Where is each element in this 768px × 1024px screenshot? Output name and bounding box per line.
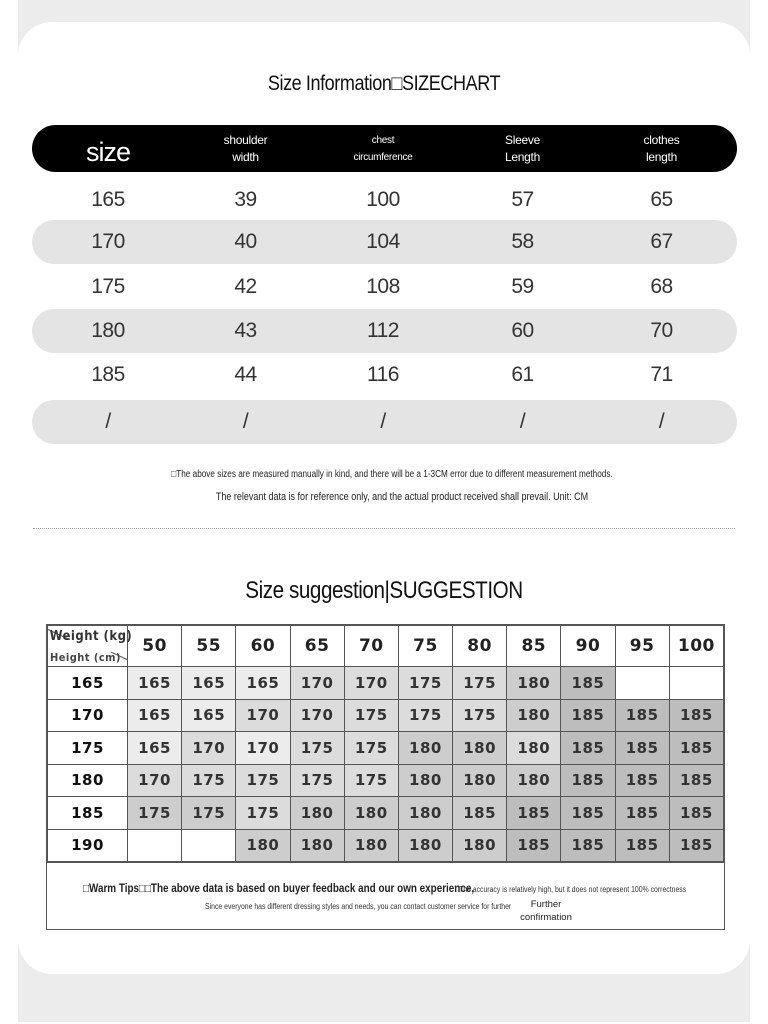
cell-size: 180 [91,319,125,342]
suggested-size: 175 [453,667,507,700]
reference-note: The relevant data is for reference only, and the actual product received shall prevail. Unit: CM [215,491,589,503]
suggested-size: 180 [398,732,452,765]
tips-accuracy-text: The accuracy is relatively high, but it does not represent 100% correctness [459,885,687,894]
weight-header-row [48,626,724,667]
size-chart-row [32,400,737,444]
suggestion-title: Size suggestion|SUGGESTION [245,577,523,604]
cell-shoulder: 44 [234,363,257,386]
suggested-size: 185 [561,797,615,830]
suggested-size: 175 [236,797,290,830]
suggested-size: 180 [290,797,344,830]
height-row [48,699,724,732]
cell-chest: 116 [367,363,399,386]
suggested-size: 180 [507,699,561,732]
cell-sleeve: / [519,410,526,433]
size-chart-row [32,309,737,353]
cell-shoulder: 39 [234,188,257,211]
suggested-size: 180 [453,732,507,765]
cell-length: 65 [650,188,673,211]
cell-chest: 108 [366,275,400,298]
weight-col: 100 [669,626,723,667]
size-chart-row [32,353,737,397]
suggested-size: 175 [344,732,398,765]
height-label-cell: 190 [48,829,128,862]
height-label-cell: 185 [48,797,128,830]
weight-col: 60 [236,626,290,667]
suggested-size: 165 [128,732,182,765]
cell-length: 68 [650,275,673,298]
height-row [48,667,724,700]
cell-length: 70 [650,319,673,342]
size-chart-row [32,220,737,264]
suggested-size: 175 [236,764,290,797]
cell-shoulder: 40 [234,230,257,253]
size-chart-row [32,178,737,222]
weight-col: 95 [615,626,669,667]
measurement-note: □The above sizes are measured manually in kind, and there will be a 1-3CM error due to different measurement methods. [171,469,613,480]
suggested-size: 165 [182,699,236,732]
suggested-size: 185 [561,699,615,732]
weight-col: 55 [182,626,236,667]
suggested-size: 185 [615,797,669,830]
suggested-size: 170 [182,732,236,765]
suggested-size: 185 [669,797,723,830]
suggested-size: 170 [344,667,398,700]
height-label: Height (cm) [50,651,121,664]
suggested-size: 180 [236,829,290,862]
height-label-cell: 180 [48,764,128,797]
suggested-size: 175 [290,732,344,765]
header-size: size [85,137,130,167]
cell-chest: 104 [366,230,400,253]
height-label-cell: 175 [48,732,128,765]
suggested-size: 180 [507,667,561,700]
cell-size: 170 [91,230,125,253]
height-row [48,829,724,862]
cell-length: 71 [650,363,673,386]
suggested-size: 170 [128,764,182,797]
size-chart-row [32,265,737,309]
header-chest: chest circumference [353,134,413,163]
suggested-size: 180 [453,764,507,797]
height-row [48,732,724,765]
suggested-size: 175 [398,699,452,732]
cell-shoulder: 43 [234,319,257,342]
dotted-divider [33,528,735,529]
cell-size: 185 [91,363,125,386]
height-label-cell: 165 [48,667,128,700]
suggested-size: 185 [561,667,615,700]
cell-chest: / [380,410,386,433]
suggested-size: 185 [669,732,723,765]
height-label-cell: 170 [48,699,128,732]
suggested-size: 180 [398,829,452,862]
suggested-size: 170 [290,667,344,700]
suggested-size: 180 [453,829,507,862]
header-clothes-length: clothes length [643,132,680,164]
cell-chest: 100 [366,188,400,211]
suggested-size: 185 [669,699,723,732]
suggested-size: 185 [507,797,561,830]
cell-length: / [658,410,665,433]
height-row [48,797,724,830]
suggested-size: 175 [290,764,344,797]
suggested-size: 180 [290,829,344,862]
suggested-size: 175 [182,797,236,830]
suggested-size: 180 [507,732,561,765]
cell-size: / [105,410,111,433]
suggested-size: 175 [398,667,452,700]
suggested-size: 185 [615,732,669,765]
weight-label: Weight (kg) [49,629,133,644]
suggested-size: 185 [615,764,669,797]
weight-col: 65 [290,626,344,667]
cell-length: 67 [650,230,673,253]
suggested-size: 180 [398,764,452,797]
suggested-size: 180 [398,797,452,830]
suggested-size [615,667,669,700]
size-suggestion-grid [46,624,725,930]
tips-contact-text: Since everyone has different dressing styles and needs, you can contact customer service for further [205,902,512,911]
size-chart-header [32,125,737,172]
cell-size: 175 [91,275,125,298]
header-sleeve-length: Sleeve Length [505,132,540,164]
suggested-size: 185 [561,829,615,862]
suggested-size: 185 [615,699,669,732]
suggested-size: 175 [344,699,398,732]
corner-cell [48,626,133,667]
cell-size: 165 [91,188,125,211]
suggested-size: 175 [344,764,398,797]
suggested-size: 185 [453,797,507,830]
suggested-size: 185 [669,764,723,797]
suggested-size: 180 [344,829,398,862]
cell-sleeve: 57 [511,188,534,211]
cell-sleeve: 58 [511,230,534,253]
suggested-size [128,829,182,862]
cell-sleeve: 61 [511,363,534,386]
header-shoulder-width: shoulder width [223,132,268,164]
height-row [48,764,724,797]
tips-further-confirmation: Further confirmation [520,899,572,923]
suggested-size: 165 [128,667,182,700]
suggested-size [669,667,723,700]
weight-col: 80 [453,626,507,667]
suggested-size: 180 [344,797,398,830]
weight-col: 50 [128,626,182,667]
suggested-size: 170 [290,699,344,732]
suggested-size: 170 [236,699,290,732]
suggested-size: 170 [236,732,290,765]
weight-col: 70 [344,626,398,667]
warm-tips [47,862,724,929]
suggested-size: 185 [507,829,561,862]
weight-col: 75 [398,626,452,667]
suggested-size: 175 [453,699,507,732]
suggested-size: 185 [615,829,669,862]
suggested-size: 185 [561,732,615,765]
suggested-size: 185 [669,829,723,862]
tips-main-text: □Warm Tips□□The above data is based on buyer feedback and our own experience, [83,883,475,895]
suggested-size: 175 [182,764,236,797]
cell-chest: 112 [367,319,399,342]
cell-shoulder: 42 [234,275,257,298]
weight-col: 85 [507,626,561,667]
weight-col: 90 [561,626,615,667]
suggested-size: 175 [128,797,182,830]
suggested-size: 165 [182,667,236,700]
cell-sleeve: 60 [511,319,534,342]
suggested-size: 185 [561,764,615,797]
suggested-size: 165 [236,667,290,700]
cell-sleeve: 59 [511,275,534,298]
suggested-size [182,829,236,862]
suggested-size: 180 [507,764,561,797]
size-chart-title: Size Information□SIZECHART [267,72,501,95]
cell-shoulder: / [242,410,249,433]
suggested-size: 165 [128,699,182,732]
